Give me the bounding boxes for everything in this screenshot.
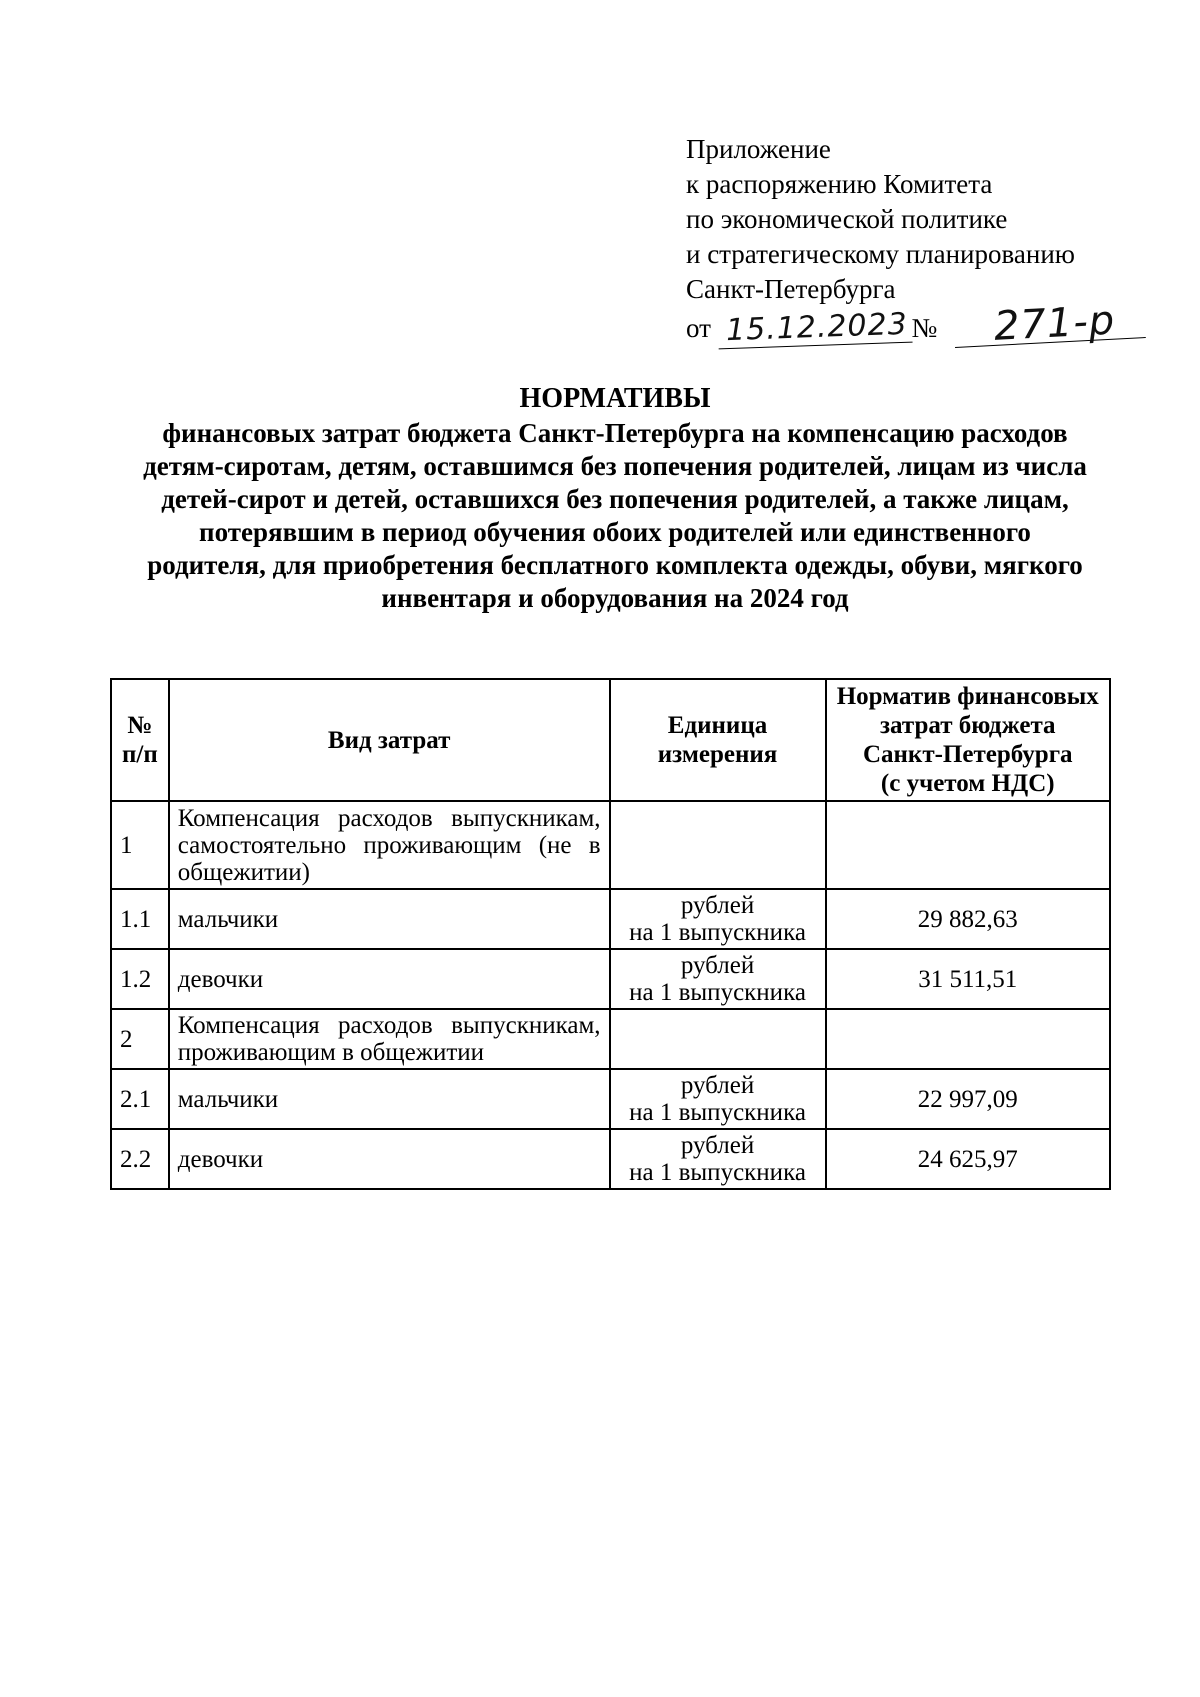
header-num-line: № (127, 712, 153, 739)
header-unit-line: Единица (667, 712, 768, 739)
row-num: 1 (111, 801, 169, 889)
row-unit (610, 949, 826, 1009)
row-type: девочки (169, 949, 610, 1009)
header-num-line: п/п (121, 741, 158, 768)
title-line: инвентаря и оборудования на 2024 год (381, 583, 849, 613)
appendix-line: по экономической политике (686, 204, 1008, 234)
row-value (826, 1009, 1110, 1069)
title-line: детей-сирот и детей, оставшихся без попечения родителей, а также лицам, (161, 484, 1069, 514)
appendix-line: Санкт-Петербурга (686, 274, 896, 304)
document-title (110, 382, 1120, 615)
row-value: 31 511,51 (826, 949, 1110, 1009)
row-unit-line: рублей (680, 1072, 755, 1099)
row-unit (610, 801, 826, 889)
row-unit-line: рублей (680, 1132, 755, 1159)
table-row (111, 1009, 1110, 1069)
handwritten-date: 15.12.2023 (717, 307, 912, 350)
row-unit-line: на 1 выпускника (629, 979, 806, 1006)
table-row (111, 1069, 1110, 1129)
header-value (826, 679, 1110, 801)
title-heading: НОРМАТИВЫ (519, 383, 711, 414)
row-type: мальчики (169, 1069, 610, 1129)
row-num: 2.1 (111, 1069, 169, 1129)
row-type: Компенсация расходов выпускникам, самостоятельно проживающим (не в общежитии) (169, 801, 610, 889)
row-num: 1.1 (111, 889, 169, 949)
header-value-line: Норматив финансовых (836, 683, 1099, 710)
table-row (111, 1129, 1110, 1189)
row-value (826, 801, 1110, 889)
row-value: 24 625,97 (826, 1129, 1110, 1189)
row-unit (610, 1009, 826, 1069)
header-num (111, 679, 169, 801)
appendix-line: Приложение (686, 134, 831, 164)
handwritten-number: 271-р (953, 302, 1146, 348)
table-row (111, 949, 1110, 1009)
row-num: 1.2 (111, 949, 169, 1009)
row-unit-line: рублей (680, 952, 755, 979)
table-header-row (111, 679, 1110, 801)
date-number-line (686, 297, 1145, 350)
table-row (111, 889, 1110, 949)
title-line: родителя, для приобретения бесплатного комплекта одежды, обуви, мягкого (147, 550, 1083, 580)
title-line: финансовых затрат бюджета Санкт-Петербурга на компенсацию расходов (162, 418, 1068, 448)
row-unit (610, 889, 826, 949)
header-value-line: затрат бюджета (879, 712, 1056, 739)
appendix-line: и стратегическому планированию (686, 239, 1075, 269)
header-unit-line: измерения (657, 741, 778, 768)
title-line: детям-сиротам, детям, оставшимся без попечения родителей, лицам из числа (143, 451, 1087, 481)
row-unit-line: на 1 выпускника (629, 1099, 806, 1126)
row-unit (610, 1069, 826, 1129)
norms-table (110, 678, 1111, 1190)
appendix-block (686, 132, 1145, 350)
header-type: Вид затрат (169, 679, 610, 801)
row-type: девочки (169, 1129, 610, 1189)
header-value-line: (с учетом НДС) (880, 770, 1055, 797)
row-num: 2 (111, 1009, 169, 1069)
number-sign: № (911, 313, 938, 343)
table-row (111, 801, 1110, 889)
row-num: 2.2 (111, 1129, 169, 1189)
row-unit (610, 1129, 826, 1189)
header-value-line: Санкт-Петербурга (862, 741, 1073, 768)
row-type: мальчики (169, 889, 610, 949)
row-value: 22 997,09 (826, 1069, 1110, 1129)
appendix-line: к распоряжению Комитета (686, 169, 993, 199)
row-unit-line: на 1 выпускника (629, 919, 806, 946)
date-prefix: от (686, 313, 711, 343)
header-unit (610, 679, 826, 801)
row-type: Компенсация расходов выпускникам, проживающим в общежитии (169, 1009, 610, 1069)
title-line: потерявшим в период обучения обоих родителей или единственного (199, 517, 1031, 547)
row-value: 29 882,63 (826, 889, 1110, 949)
row-unit-line: на 1 выпускника (629, 1159, 806, 1186)
row-unit-line: рублей (680, 892, 755, 919)
